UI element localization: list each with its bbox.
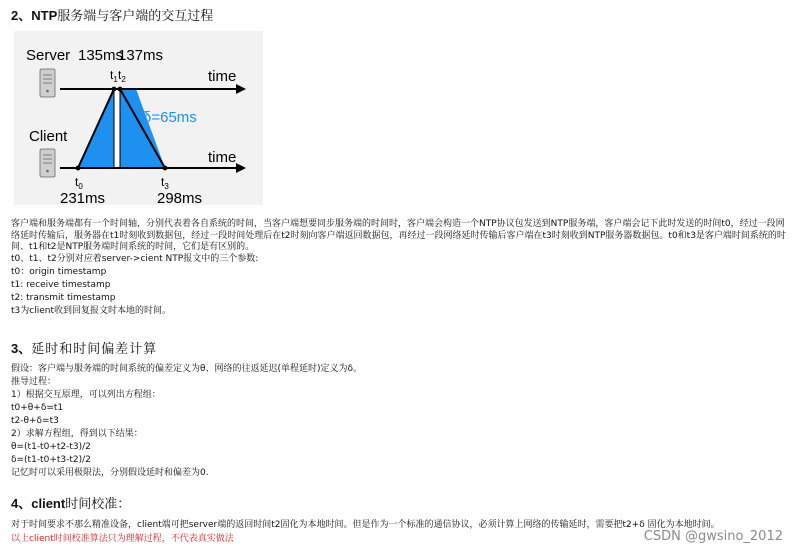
line-assumption: 假设：客户端与服务端的时间系统的偏差定义为θ、网络的往返延迟(单程延时)定义为δ。 [11, 364, 363, 374]
section-3-heading [11, 338, 157, 357]
line-calibration: 对于时间要求不那么精准设备，client端可把server端的返回时间t2固化为本地时间。但是作为一个标准的通信协议，必须计算上网络的传输延时，需要把t2+δ 固化为本地时间。 [11, 520, 720, 530]
line-params: t0、t1、t2分别对应着server->cient NTP报文中的三个参数: [11, 254, 259, 264]
csdn-watermark: CSDN @gwsino_2012 [643, 529, 783, 544]
t0-point [76, 166, 81, 171]
time-label-top: time [208, 68, 237, 85]
delta-label: δ=65ms [143, 109, 197, 126]
t0-label: t [75, 175, 79, 189]
t2-ms: 137ms [118, 47, 164, 64]
t1-sub: 1 [113, 75, 118, 84]
section-2-heading [11, 5, 213, 24]
server-icon [40, 69, 55, 97]
section-2-bold: NTP [31, 8, 58, 23]
client-label: Client [29, 128, 68, 145]
line-t2: t2: transmit timestamp [11, 293, 116, 303]
t1-point [112, 87, 117, 92]
t3-sub: 3 [164, 182, 169, 191]
line-eq2: t2-θ+δ=t3 [11, 416, 59, 426]
server-label: Server [26, 47, 71, 64]
t2-point [118, 87, 123, 92]
line-t0: t0：origin timestamp [11, 267, 107, 277]
line-t3: t3为client收到回复报文时本地的时间。 [11, 306, 171, 316]
section-4-num: 4、 [11, 496, 32, 511]
t0-ms: 231ms [60, 190, 106, 205]
t2-label: t [118, 68, 122, 82]
section-4-heading [11, 493, 130, 512]
client-icon [40, 149, 55, 177]
section-3-num: 3、 [11, 341, 32, 356]
t1-ms: 135ms [78, 47, 124, 64]
time-label-bottom: time [208, 149, 237, 166]
line-memory: 记忆时可以采用极限法，分别假设延时和偏差为0. [11, 468, 209, 478]
t0-sub: 0 [78, 182, 83, 191]
t3-label: t [161, 175, 165, 189]
ntp-interaction-diagram [14, 31, 263, 205]
paragraph-ntp-process: 客户端和服务端都有一个时间轴，分别代表着各自系统的时间，当客户端想要同步服务端的时间时，客户端会构造一个NTP协议包发送到NTP服务端，客户端会记下此时发送的时间t0，经过一段网络延时传输后，服务器在t1时刻收到数据包，经过一段时间处理后在t2时刻向客户端返回数据包，再经过一段网络延时传输后客户端在t3时刻收到NTP服务器数据包。t0和t3是客户端时间系统的时间、t1和t2是NTP服务端时间系统的时间，它们是有区别的。 [11, 219, 786, 253]
t1-label: t [110, 68, 114, 82]
t3-point [163, 166, 168, 171]
line-step1: 1）根据交互原理，可以列出方程组： [11, 390, 161, 400]
line-eq1: t0+θ+δ=t1 [11, 403, 64, 413]
section-4-title: 时间校准： [65, 497, 131, 512]
line-step2: 2）求解方程组，得到以下结果： [11, 429, 143, 439]
line-derivation: 推导过程： [11, 377, 57, 387]
section-2-num: 2、 [11, 8, 32, 23]
section-4-bold: client [31, 496, 66, 511]
section-3-title: 延时和时间偏差计算 [31, 342, 158, 357]
t2-sub: 2 [121, 75, 126, 84]
line-theta: θ=(t1-t0+t2-t3)/2 [11, 442, 91, 452]
line-delta: δ=(t1-t0+t3-t2)/2 [11, 455, 91, 465]
section-2-title: 服务端与客户端的交互过程 [57, 9, 214, 24]
line-t1: t1: receive timestamp [11, 280, 111, 290]
t3-ms: 298ms [157, 190, 203, 205]
processing-gap [114, 89, 120, 168]
note-red: 以上client时间校准算法只为理解过程，不代表真实做法 [11, 534, 234, 544]
